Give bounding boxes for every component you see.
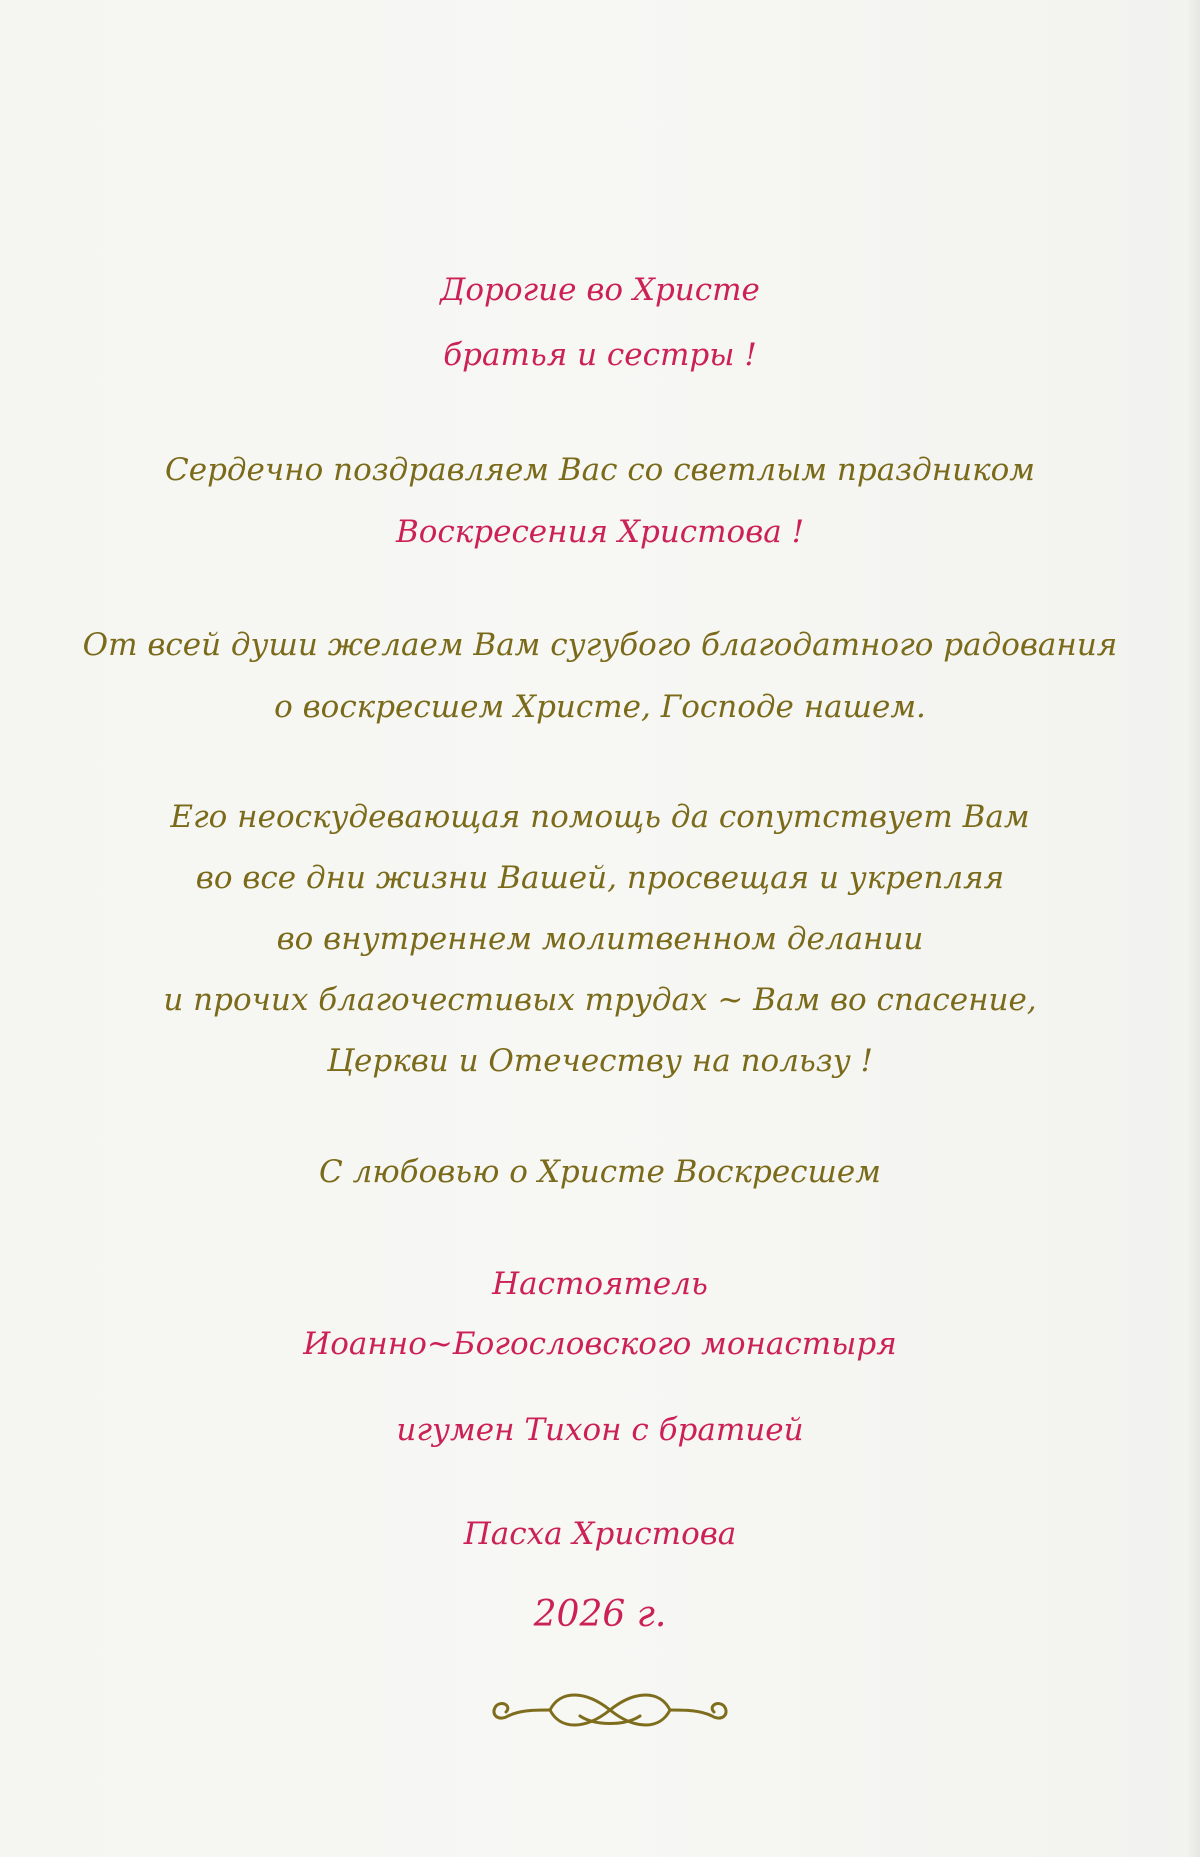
congrats-line-2: Воскресения Христова ! — [395, 514, 805, 550]
blessing-line-1: Его неоскудевающая помощь да сопутствует Вам — [170, 799, 1030, 835]
greeting-line-1: Дорогие во Христе — [440, 272, 760, 308]
wish-line-2: о воскресшем Христе, Господе нашем. — [274, 689, 926, 725]
flourish-divider-icon — [480, 1680, 740, 1740]
blessing-line-4: и прочих благочестивых трудах ~ Вам во спасение, — [163, 982, 1037, 1018]
signature-monastery: Иоанно~Богословского монастыря — [303, 1326, 897, 1362]
signature-name: игумен Тихон с братией — [396, 1412, 804, 1448]
congrats-line-1: Сердечно поздравляем Вас со светлым праздником — [165, 452, 1035, 488]
blessing-line-2: во все дни жизни Вашей, просвещая и укрепляя — [195, 860, 1005, 896]
signature-title: Настоятель — [492, 1266, 708, 1302]
date-occasion: Пасха Христова — [463, 1516, 737, 1552]
date-year: 2026 г. — [533, 1594, 667, 1635]
greeting-line-2: братья и сестры ! — [443, 337, 757, 373]
blessing-line-5: Церкви и Отечеству на пользу ! — [326, 1043, 874, 1079]
wish-line-1: От всей души желаем Вам сугубого благодатного радования — [82, 627, 1118, 663]
blessing-line-3: во внутреннем молитвенном делании — [276, 921, 924, 957]
closing-line: С любовью о Христе Воскресшем — [319, 1154, 881, 1190]
